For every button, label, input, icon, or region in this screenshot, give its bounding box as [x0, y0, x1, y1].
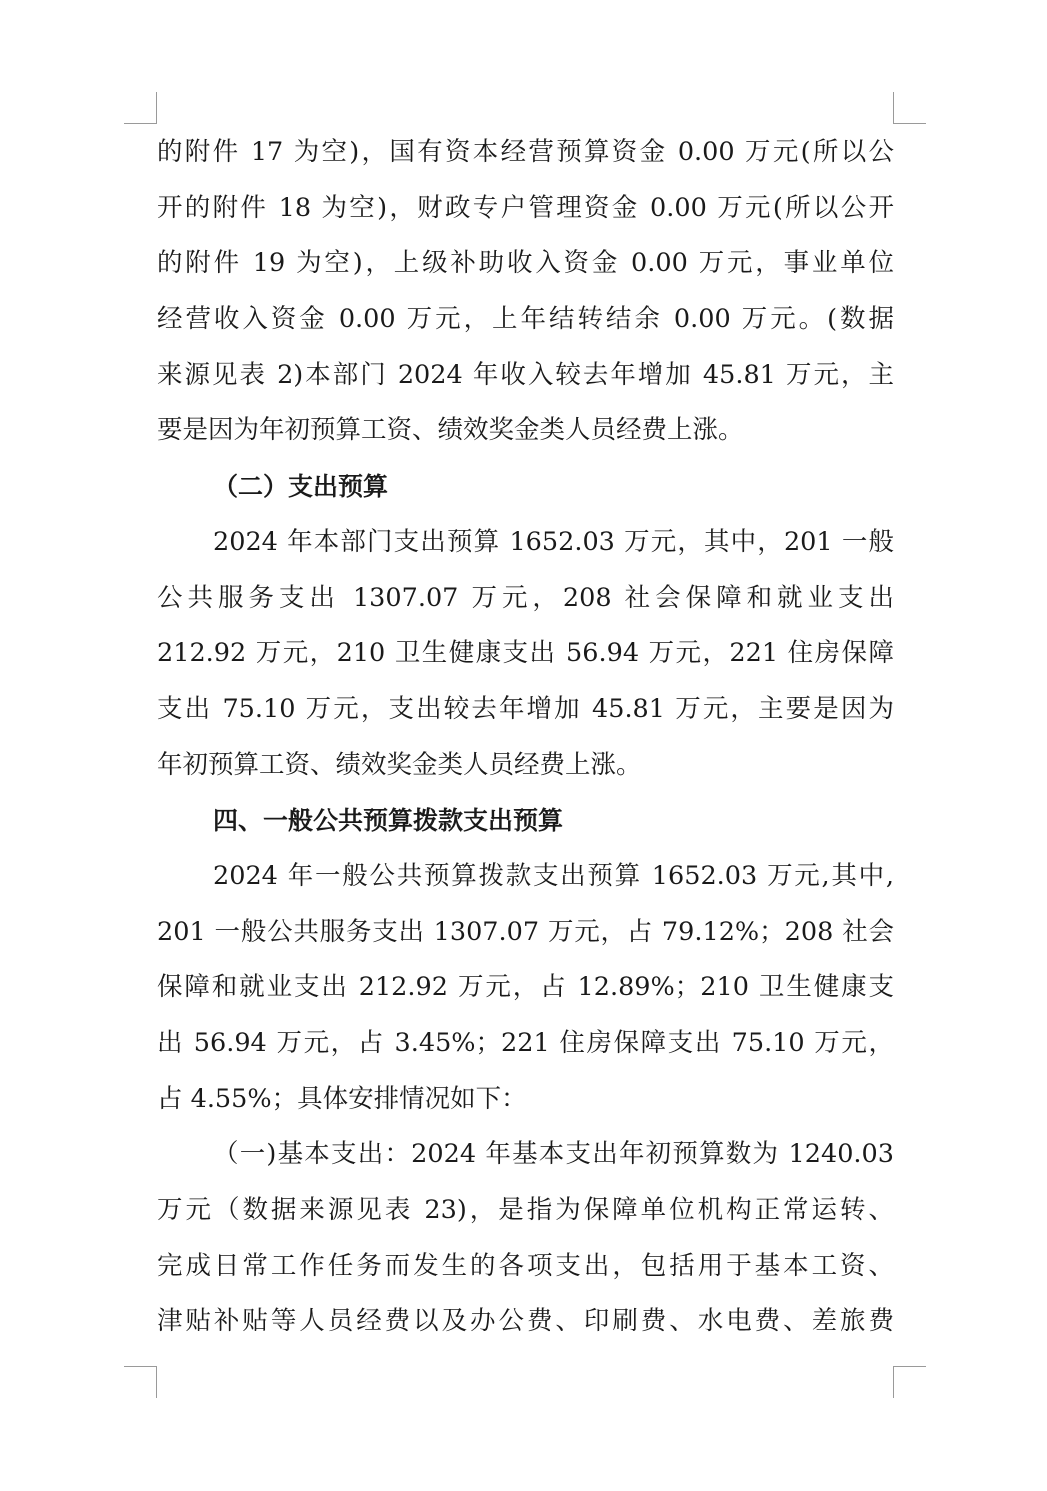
body-line-2: 开的附件 18 为空)，财政专户管理资金 0.00 万元(所以公开	[157, 192, 894, 223]
crop-mark-top-right-vertical	[893, 92, 894, 124]
body-line-10: 212.92 万元，210 卫生健康支出 56.94 万元，221 住房保障	[157, 638, 894, 669]
body-line-14: 2024 年一般公共预算拨款支出预算 1652.03 万元,其中,	[213, 860, 894, 891]
body-line-8: 2024 年本部门支出预算 1652.03 万元，其中，201 一般	[213, 526, 894, 557]
body-line-17: 出 56.94 万元，占 3.45%；221 住房保障支出 75.10 万元，	[157, 1028, 894, 1058]
body-line-5: 来源见表 2)本部门 2024 年收入较去年增加 45.81 万元，主	[157, 359, 894, 390]
section-heading-expenditure-budget: （二）支出预算	[213, 472, 389, 502]
body-line-12: 年初预算工资、绩效奖金类人员经费上涨。	[157, 749, 642, 780]
section-heading-general-public-budget: 四、一般公共预算拨款支出预算	[213, 806, 564, 836]
crop-mark-top-right-horizontal	[893, 123, 926, 124]
body-line-22: 津贴补贴等人员经费以及办公费、印刷费、水电费、差旅费	[157, 1306, 894, 1337]
body-line-11: 支出 75.10 万元，支出较去年增加 45.81 万元，主要是因为	[157, 693, 894, 724]
body-line-16: 保障和就业支出 212.92 万元，占 12.89%；210 卫生健康支	[157, 972, 894, 1003]
crop-mark-bottom-right-vertical	[893, 1366, 894, 1398]
body-line-3: 的附件 19 为空)，上级补助收入资金 0.00 万元，事业单位	[157, 248, 894, 279]
crop-mark-bottom-left-vertical	[156, 1366, 157, 1398]
body-line-21: 完成日常工作任务而发生的各项支出，包括用于基本工资、	[157, 1250, 894, 1281]
body-line-4: 经营收入资金 0.00 万元，上年结转结余 0.00 万元。(数据	[157, 304, 894, 335]
body-line-19: （一)基本支出：2024 年基本支出年初预算数为 1240.03	[213, 1139, 894, 1170]
document-page	[157, 125, 894, 1350]
body-line-18: 占 4.55%；具体安排情况如下：	[157, 1083, 527, 1114]
body-line-20: 万元（数据来源见表 23)，是指为保障单位机构正常运转、	[157, 1195, 894, 1226]
crop-mark-top-left-vertical	[156, 92, 157, 124]
crop-mark-bottom-left-horizontal	[124, 1366, 157, 1367]
body-line-9: 公共服务支出 1307.07 万元，208 社会保障和就业支出	[157, 582, 894, 613]
body-line-1: 的附件 17 为空)，国有资本经营预算资金 0.00 万元(所以公	[157, 137, 894, 167]
body-line-15: 201 一般公共服务支出 1307.07 万元，占 79.12%；208 社会	[157, 916, 894, 947]
crop-mark-bottom-right-horizontal	[893, 1366, 926, 1367]
crop-mark-top-left-horizontal	[124, 123, 157, 124]
body-line-6: 要是因为年初预算工资、绩效奖金类人员经费上涨。	[157, 415, 744, 446]
